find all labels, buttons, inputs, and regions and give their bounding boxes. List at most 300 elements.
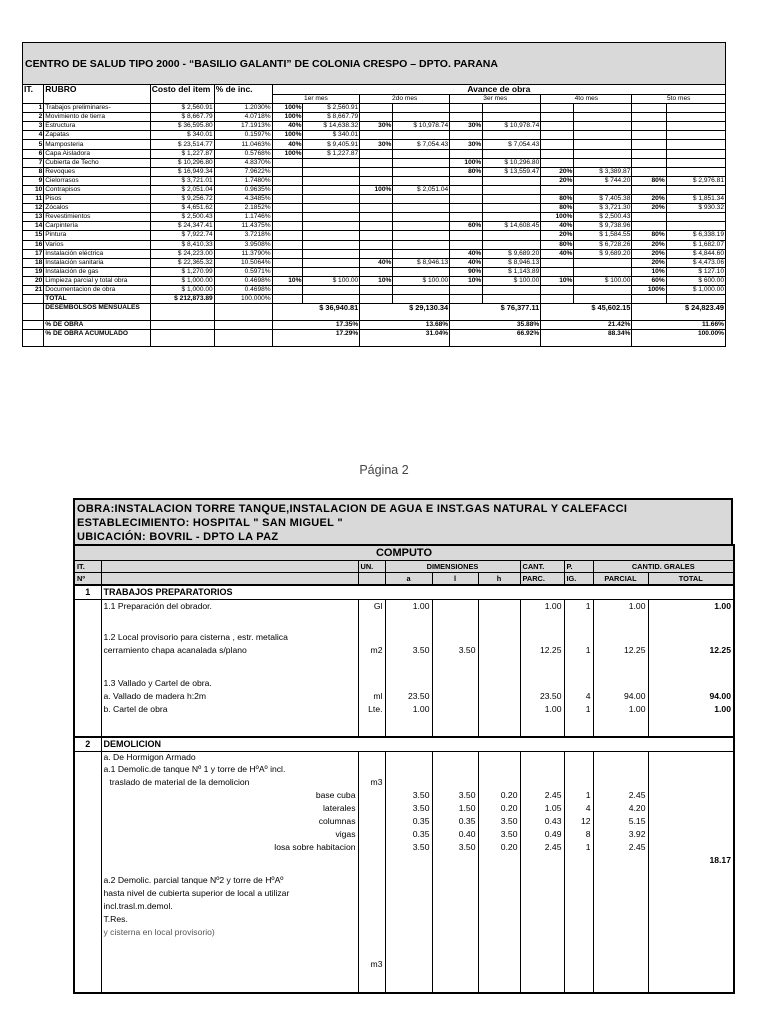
pct-acum-row	[23, 330, 726, 347]
demolicion-a: a. De Hormigon Armado	[103, 752, 196, 762]
row-month-amount: $ 100.00	[303, 276, 360, 285]
row-month-amount	[303, 158, 360, 167]
row-month-pct: 30%	[360, 140, 393, 149]
row-month-pct: 80%	[541, 195, 574, 204]
row-month-amount	[393, 267, 450, 276]
row-month-amount: $ 1,000.00	[666, 285, 725, 294]
row-month-amount	[574, 185, 632, 194]
row-month-amount: $ 9,738.96	[574, 222, 632, 231]
row-costo: $ 1,000.00	[150, 285, 214, 294]
row-month-pct	[450, 231, 483, 240]
col-header-costo: Costo del item	[150, 85, 214, 104]
total-empty	[272, 295, 303, 304]
row-rubro: Zócalos	[44, 204, 151, 213]
row-month-amount	[303, 176, 360, 185]
pct-obra-row-value: 35.88%	[450, 321, 541, 330]
row-month-amount: $ 9,405.91	[303, 140, 360, 149]
item-1-1-desc: 1.1 Preparación del obrador.	[103, 601, 212, 611]
demolicion-a2-3: incl.trasl.m.demol.	[103, 901, 173, 911]
pct-acum-row-value: 66.92%	[450, 330, 541, 347]
pct-acum-row-blank	[23, 330, 44, 347]
part-h: 0.20	[500, 842, 518, 852]
row-month-amount	[393, 231, 450, 240]
row-month-amount: $ 8,946.13	[483, 258, 541, 267]
item-1-3b-parcial: 1.00	[628, 704, 646, 714]
schedule-row	[23, 258, 726, 267]
col-ig: IG.	[564, 573, 593, 586]
total-inc: 100.000%	[214, 295, 272, 304]
row-month-pct	[541, 267, 574, 276]
row-inc: 3.7218%	[214, 231, 272, 240]
row-month-pct	[360, 213, 393, 222]
row-month-pct	[272, 285, 303, 294]
row-month-amount: $ 340.01	[303, 131, 360, 140]
section-number: 2	[74, 737, 101, 752]
item-1-2-parcial: 12.25	[623, 645, 646, 655]
row-inc: 11.3790%	[214, 249, 272, 258]
part-l: 0.35	[458, 816, 476, 826]
parts-total-col	[648, 752, 734, 994]
row-month-amount	[666, 185, 725, 194]
part-name: vigas	[335, 829, 356, 839]
section-1-body	[74, 600, 734, 738]
row-rubro: Instalación de gas	[44, 267, 151, 276]
part-a: 3.50	[412, 790, 430, 800]
row-month-amount	[574, 122, 632, 131]
row-month-amount: $ 2,976.81	[666, 176, 725, 185]
row-month-pct: 80%	[632, 231, 666, 240]
row-month-pct	[632, 185, 666, 194]
row-month-pct	[541, 131, 574, 140]
pct-obra-row-label: % DE OBRA	[44, 321, 151, 330]
row-number: 15	[23, 231, 44, 240]
part-a: 3.50	[412, 803, 430, 813]
row-month-amount	[666, 222, 725, 231]
row-month-pct	[360, 285, 393, 294]
row-number: 18	[23, 258, 44, 267]
row-month-pct	[360, 113, 393, 122]
row-costo: $ 9,256.72	[150, 195, 214, 204]
row-month-amount	[303, 167, 360, 176]
row-month-amount	[303, 222, 360, 231]
desembolsos-row-value: $ 45,602.15	[541, 304, 632, 321]
row-month-amount	[483, 176, 541, 185]
row-rubro: Cielorrasos	[44, 176, 151, 185]
row-month-amount	[574, 140, 632, 149]
row-month-amount	[393, 204, 450, 213]
row-month-pct: 100%	[450, 158, 483, 167]
part-parcial: 2.45	[628, 842, 646, 852]
part-parcial: 5.15	[628, 816, 646, 826]
item-1-3b-desc: b. Cartel de obra	[103, 704, 168, 714]
row-inc: 0.1597%	[214, 131, 272, 140]
item-1-2-parc: 12.25	[539, 645, 562, 655]
row-month-pct	[450, 131, 483, 140]
row-month-amount: $ 127.10	[666, 267, 725, 276]
row-month-pct	[360, 222, 393, 231]
row-month-amount	[666, 122, 725, 131]
row-month-pct: 10%	[450, 276, 483, 285]
col-total: TOTAL	[648, 573, 734, 586]
parts-parc-col	[520, 752, 564, 994]
row-month-amount	[393, 285, 450, 294]
demolicion-a1: a.1 Demolic.de tanque Nº 1 y torre de HºAº incl.	[103, 764, 286, 774]
row-month-amount: $ 100.00	[393, 276, 450, 285]
row-month-amount	[303, 213, 360, 222]
row-month-pct: 30%	[450, 122, 483, 131]
item-1-3a-un: ml	[373, 691, 383, 701]
part-name: base cuba	[315, 790, 356, 800]
part-a: 0.35	[412, 829, 430, 839]
desembolsos-row-value: $ 76,377.11	[450, 304, 541, 321]
schedule-row	[23, 267, 726, 276]
row-month-amount: $ 1,227.87	[303, 149, 360, 158]
row-month-pct: 80%	[541, 204, 574, 213]
item-1-1-ig: 1	[585, 601, 591, 611]
row-inc: 11.0463%	[214, 140, 272, 149]
schedule-row	[23, 285, 726, 294]
item-1-2-desc: 1.2 Local provisorio para cisterna , estr. metalica	[103, 632, 288, 642]
row-month-pct	[360, 149, 393, 158]
row-month-amount	[666, 104, 725, 113]
row-month-amount	[666, 213, 725, 222]
item-1-1-un: Gl	[373, 601, 383, 611]
row-costo: $ 1,227.87	[150, 149, 214, 158]
part-parc: 1.05	[544, 803, 562, 813]
part-l: 1.50	[458, 803, 476, 813]
row-number: 5	[23, 140, 44, 149]
row-month-amount	[393, 249, 450, 258]
row-month-pct	[360, 249, 393, 258]
row-rubro: Contrapisos	[44, 185, 151, 194]
schedule-row	[23, 240, 726, 249]
row-number: 7	[23, 158, 44, 167]
row-month-amount: $ 9,689.20	[574, 249, 632, 258]
part-l: 0.40	[458, 829, 476, 839]
row-month-pct: 20%	[632, 204, 666, 213]
part-parc: 2.45	[544, 842, 562, 852]
row-month-pct	[360, 231, 393, 240]
row-number: 12	[23, 204, 44, 213]
row-month-pct	[541, 149, 574, 158]
row-rubro: Instalación sanitaria	[44, 258, 151, 267]
row-month-pct: 20%	[632, 240, 666, 249]
row-month-pct	[272, 167, 303, 176]
row-inc: 1.7480%	[214, 176, 272, 185]
schedule-row	[23, 122, 726, 131]
row-rubro: Instalación eléctrica	[44, 249, 151, 258]
col-h: h	[478, 573, 520, 586]
row-number: 3	[23, 122, 44, 131]
part-a: 0.35	[412, 816, 430, 826]
pct-acum-row-label: % DE OBRA ACUMULADO	[44, 330, 151, 347]
row-month-pct: 40%	[272, 140, 303, 149]
item-1-3a-parc: 23.50	[539, 691, 562, 701]
row-costo: $ 2,500.43	[150, 213, 214, 222]
row-month-amount: $ 3,721.30	[574, 204, 632, 213]
row-month-pct: 60%	[632, 276, 666, 285]
row-month-pct	[450, 240, 483, 249]
part-parcial: 3.92	[628, 829, 646, 839]
row-inc: 7.9622%	[214, 167, 272, 176]
schedule-row	[23, 149, 726, 158]
row-month-pct: 20%	[632, 258, 666, 267]
col-nro: Nº	[74, 573, 101, 586]
row-month-pct	[450, 113, 483, 122]
part-l: 3.50	[458, 790, 476, 800]
row-month-pct	[360, 204, 393, 213]
part-parc: 2.45	[544, 790, 562, 800]
parts-a-col	[385, 752, 432, 994]
computo-table	[73, 544, 735, 994]
row-costo: $ 7,922.74	[150, 231, 214, 240]
row-month-pct: 30%	[360, 122, 393, 131]
row-month-pct: 20%	[541, 176, 574, 185]
col-header-month: 1er mes	[272, 95, 360, 104]
row-inc: 3.9508%	[214, 240, 272, 249]
demolicion-a2-5: y cisterna en local provisorio)	[103, 927, 215, 937]
row-number: 2	[23, 113, 44, 122]
pct-obra-row-empty	[214, 321, 272, 330]
part-ig: 4	[585, 803, 591, 813]
section-title: DEMOLICION	[101, 737, 734, 752]
row-month-pct: 20%	[541, 231, 574, 240]
item-1-3b-a: 1.00	[412, 704, 430, 714]
row-inc: 11.4375%	[214, 222, 272, 231]
col-parcial: PARCIAL	[593, 573, 648, 586]
row-costo: $ 8,410.33	[150, 240, 214, 249]
header-establecimiento: ESTABLECIMIENTO: HOSPITAL " SAN MIGUEL "	[77, 517, 343, 529]
part-h: 3.50	[500, 829, 518, 839]
row-month-amount	[483, 131, 541, 140]
item-1-2-a: 3.50	[412, 645, 430, 655]
header-obra: OBRA:INSTALACION TORRE TANQUE,INSTALACION DE AGUA E INST.GAS NATURAL Y CALEFACCI	[77, 503, 628, 515]
row-month-pct	[541, 158, 574, 167]
row-month-pct	[541, 285, 574, 294]
row-month-pct	[360, 158, 393, 167]
row-rubro: Varios	[44, 240, 151, 249]
row-month-amount	[483, 204, 541, 213]
schedule-row	[23, 158, 726, 167]
row-month-pct	[450, 176, 483, 185]
part-parc: 0.43	[544, 816, 562, 826]
row-month-amount: $ 2,051.04	[393, 185, 450, 194]
col-desc-sub	[101, 573, 358, 586]
row-month-amount	[666, 158, 725, 167]
row-month-pct	[272, 240, 303, 249]
col-p: P.	[564, 561, 593, 573]
row-month-pct	[360, 176, 393, 185]
row-inc: 0.4698%	[214, 285, 272, 294]
row-month-amount: $ 8,667.79	[303, 113, 360, 122]
item-1-3a-total: 94.00	[709, 691, 731, 701]
row-month-amount	[483, 240, 541, 249]
row-month-amount	[574, 158, 632, 167]
row-number: 14	[23, 222, 44, 231]
row-rubro: Trabajos preliminares-	[44, 104, 151, 113]
row-costo: $ 16,949.34	[150, 167, 214, 176]
parts-ig-col	[564, 752, 593, 994]
row-month-pct: 80%	[541, 240, 574, 249]
schedule-row	[23, 131, 726, 140]
total-empty	[632, 295, 666, 304]
row-month-amount: $ 10,978.74	[393, 122, 450, 131]
item-1-2-ig: 1	[585, 645, 591, 655]
row-month-amount	[666, 113, 725, 122]
row-month-amount: $ 6,338.19	[666, 231, 725, 240]
row-month-amount	[303, 231, 360, 240]
row-month-amount	[393, 113, 450, 122]
row-month-pct	[632, 113, 666, 122]
row-month-pct: 60%	[450, 222, 483, 231]
row-month-amount: $ 600.00	[666, 276, 725, 285]
schedule-total-row	[23, 295, 726, 304]
row-month-amount	[574, 104, 632, 113]
row-costo: $ 4,651.62	[150, 204, 214, 213]
row-month-pct	[450, 185, 483, 194]
item-1-3a-parcial: 94.00	[623, 691, 646, 701]
row-month-pct	[272, 158, 303, 167]
col-header-avance: Avance de obra	[272, 85, 725, 95]
row-month-pct: 100%	[272, 131, 303, 140]
part-h: 3.50	[500, 816, 518, 826]
row-inc: 0.5768%	[214, 149, 272, 158]
row-month-pct	[632, 122, 666, 131]
row-month-pct: 100%	[541, 213, 574, 222]
computo-caption: COMPUTO	[74, 545, 734, 561]
desembolsos-row	[23, 304, 726, 321]
row-month-amount	[303, 240, 360, 249]
row-month-pct	[272, 195, 303, 204]
row-month-pct: 30%	[450, 140, 483, 149]
section-title: TRABAJOS PREPARATORIOS	[101, 585, 734, 600]
row-month-pct: 40%	[541, 249, 574, 258]
row-number: 13	[23, 213, 44, 222]
row-rubro: Limpieza parcial y total obra	[44, 276, 151, 285]
row-number: 11	[23, 195, 44, 204]
row-month-amount	[303, 285, 360, 294]
item-1-3b-total: 1.00	[714, 704, 731, 714]
row-month-amount: $ 14,608.45	[483, 222, 541, 231]
col-header-month: 2do mes	[360, 95, 450, 104]
row-month-pct	[450, 285, 483, 294]
row-month-pct: 100%	[272, 104, 303, 113]
schedule-row	[23, 113, 726, 122]
row-rubro: Revoques	[44, 167, 151, 176]
row-month-pct	[272, 213, 303, 222]
row-month-pct: 80%	[450, 167, 483, 176]
row-month-pct: 40%	[541, 222, 574, 231]
desembolsos-row-value: $ 24,823.49	[632, 304, 726, 321]
row-month-pct: 10%	[272, 276, 303, 285]
row-inc: 0.5971%	[214, 267, 272, 276]
row-month-pct: 80%	[632, 176, 666, 185]
row-month-amount	[393, 195, 450, 204]
total-empty	[360, 295, 393, 304]
row-month-amount: $ 10,296.80	[483, 158, 541, 167]
row-month-pct	[360, 131, 393, 140]
pct-obra-row-empty	[150, 321, 214, 330]
row-inc: 0.4698%	[214, 276, 272, 285]
row-month-pct	[450, 195, 483, 204]
schedule-row	[23, 167, 726, 176]
row-month-pct: 10%	[632, 267, 666, 276]
total-empty	[541, 295, 574, 304]
row-month-amount: $ 13,559.47	[483, 167, 541, 176]
row-month-amount	[574, 285, 632, 294]
row-month-pct	[632, 104, 666, 113]
pct-obra-row-value: 17.35%	[272, 321, 360, 330]
row-inc: 1.1746%	[214, 213, 272, 222]
schedule-title: CENTRO DE SALUD TIPO 2000 - “BASILIO GALANTI” DE COLONIA CRESPO – DPTO. PARANA	[22, 42, 726, 84]
row-month-pct: 20%	[632, 195, 666, 204]
part-l: 3.50	[458, 842, 476, 852]
row-month-amount	[303, 249, 360, 258]
row-month-amount: $ 7,054.43	[483, 140, 541, 149]
row-month-amount: $ 7,054.43	[393, 140, 450, 149]
row-inc: 4.3485%	[214, 195, 272, 204]
row-month-pct	[360, 240, 393, 249]
pct-obra-row-value: 21.42%	[541, 321, 632, 330]
row-rubro: Cubierta de Techo	[44, 158, 151, 167]
row-rubro: Estructura	[44, 122, 151, 131]
row-month-amount	[483, 104, 541, 113]
schedule-row	[23, 185, 726, 194]
schedule-row	[23, 276, 726, 285]
row-inc: 4.8370%	[214, 158, 272, 167]
row-costo: $ 2,051.04	[150, 185, 214, 194]
total-blank	[23, 295, 44, 304]
row-month-pct	[272, 231, 303, 240]
col-header-it: IT.	[23, 85, 44, 104]
pct-acum-row-empty	[150, 330, 214, 347]
schedule-row	[23, 231, 726, 240]
row-month-pct: 100%	[360, 185, 393, 194]
row-month-amount: $ 7,405.38	[574, 195, 632, 204]
row-costo: $ 10,296.80	[150, 158, 214, 167]
row-month-amount	[393, 167, 450, 176]
schedule-row	[23, 249, 726, 258]
total-costo: $ 212,873.89	[150, 295, 214, 304]
row-month-amount: $ 100.00	[574, 276, 632, 285]
row-costo: $ 24,347.41	[150, 222, 214, 231]
item-1-3a-a: 23.50	[407, 691, 430, 701]
row-rubro: Movimiento de tierra	[44, 113, 151, 122]
row-month-amount	[483, 195, 541, 204]
row-month-amount: $ 4,473.06	[666, 258, 725, 267]
row-rubro: Capa Aisladora	[44, 149, 151, 158]
row-month-amount	[574, 267, 632, 276]
row-month-amount	[666, 167, 725, 176]
row-month-pct	[632, 158, 666, 167]
row-month-pct	[632, 167, 666, 176]
item-1-1-parcial: 1.00	[628, 601, 646, 611]
part-name: columnas	[318, 816, 356, 826]
row-costo: $ 1,270.99	[150, 267, 214, 276]
row-month-pct: 100%	[272, 113, 303, 122]
part-ig: 1	[585, 842, 591, 852]
row-month-pct: 100%	[632, 285, 666, 294]
row-number: 17	[23, 249, 44, 258]
item-1-3b-un: Lte.	[368, 704, 383, 714]
row-month-pct	[632, 222, 666, 231]
row-month-pct	[541, 258, 574, 267]
row-month-pct	[272, 204, 303, 213]
row-month-amount: $ 10,978.74	[483, 122, 541, 131]
row-month-amount	[303, 204, 360, 213]
row-month-pct: 20%	[632, 249, 666, 258]
row-month-amount: $ 2,500.43	[574, 213, 632, 222]
